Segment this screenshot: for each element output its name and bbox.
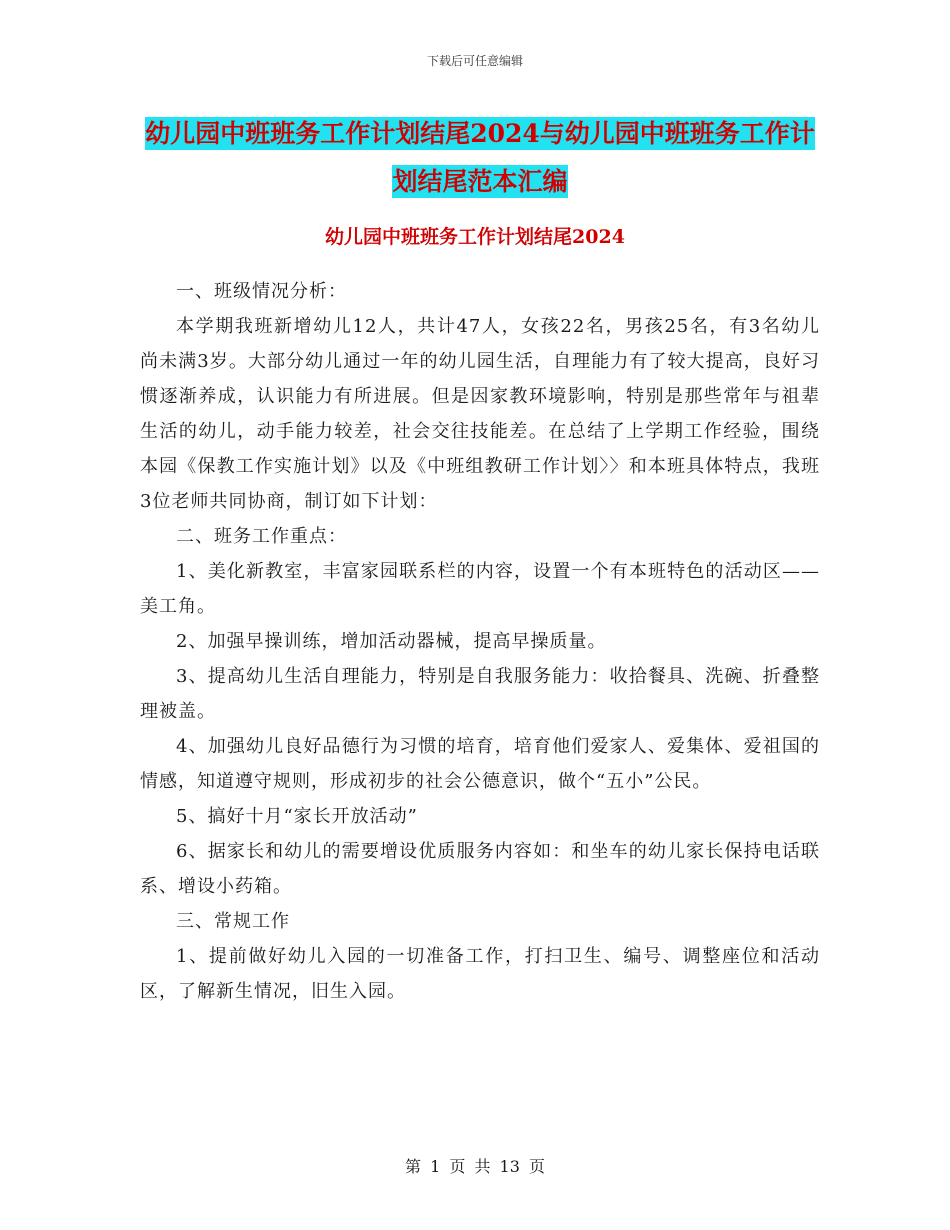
paragraph: 1、美化新教室，丰富家园联系栏的内容，设置一个有本班特色的活动区——美工角。 — [140, 561, 820, 617]
paragraph: 4、加强幼儿良好品德行为习惯的培育，培育他们爱家人、爱集体、爱祖国的情感，知道遵守规则，形成初步的社会公德意识，做个“五小”公民。 — [140, 736, 820, 792]
paragraph: 二、班务工作重点： — [176, 526, 347, 547]
page-footer: 第 1 页 共 13 页 — [405, 1157, 545, 1176]
header-note: 下载后可任意编辑 — [426, 54, 523, 68]
paragraph: 1、提前做好幼儿入园的一切准备工作，打扫卫生、编号、调整座位和活动区，了解新生情况，旧生入园。 — [140, 946, 820, 1002]
paragraph: 本学期我班新增幼儿12人，共计47人，女孩22名，男孩25名，有3名幼儿尚未满3岁。大部分幼儿通过一年的幼儿园生活，自理能力有了较大提高，良好习惯逐渐养成，认识能力有所进展。但是因家教环境影响，特别是那些常年与祖辈生活的幼儿，动手能力较差，社会交往技能差。在总结了上学期工作经验，围绕本园《保教工作实施计划》以及《中班组教研工作计划〉〉和本班具体特点，我班3位老师共同协商，制订如下计划： — [140, 316, 820, 512]
document-title — [140, 110, 820, 206]
document-title-text: 幼儿园中班班务工作计划结尾2024与幼儿园中班班务工作计划结尾范本汇编 — [145, 119, 815, 196]
section-title: 幼儿园中班班务工作计划结尾2024 — [325, 226, 625, 248]
paragraph: 6、据家长和幼儿的需要增设优质服务内容如：和坐车的幼儿家长保持电话联系、增设小药箱。 — [140, 841, 820, 897]
paragraph: 三、常规工作 — [176, 911, 290, 932]
paragraph: 3、提高幼儿生活自理能力，特别是自我服务能力：收拾餐具、洗碗、折叠整理被盖。 — [140, 666, 820, 722]
document-body — [140, 274, 820, 1009]
paragraph: 2、加强早操训练，增加活动器械，提高早操质量。 — [176, 631, 607, 652]
paragraph: 5、搞好十月“家长开放活动” — [176, 806, 418, 827]
paragraph: 一、班级情况分析： — [176, 281, 347, 302]
